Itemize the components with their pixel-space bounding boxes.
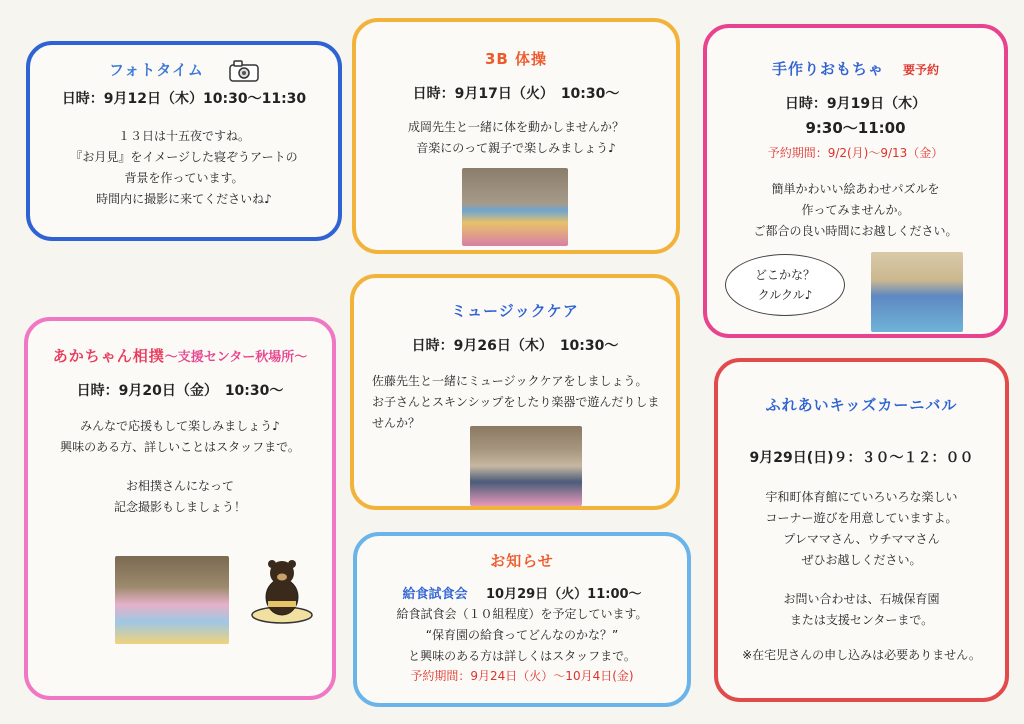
taiso-description	[356, 117, 676, 159]
kids-carnival-card	[714, 358, 1009, 702]
notice-description	[357, 604, 687, 667]
text-line: 簡単かわいい絵あわせパズルを	[771, 182, 940, 196]
handmade-toy-time: 9:30〜11:00	[805, 119, 906, 137]
text-line: ぜひお越しください。	[801, 553, 922, 567]
sumo-photo	[115, 556, 229, 644]
music-care-datetime: 日時：9月26日（木） 10:30〜	[411, 338, 619, 354]
kids-carnival-description	[718, 487, 1005, 571]
kids-carnival-footnote: ※在宅児さんの申し込みは必要ありません。	[742, 648, 981, 662]
text-line: お問い合わせは、石城保育園	[783, 592, 940, 606]
text-line: せんか？	[372, 416, 421, 430]
photo-time-description	[30, 126, 338, 210]
handmade-toy-heading	[707, 58, 1004, 79]
photo-time-card	[26, 41, 342, 241]
taiso-card	[352, 18, 680, 254]
kids-carnival-datetime: 9月29日(日)９：３０〜１２：００	[749, 450, 974, 466]
text-line: 記念撮影もしましょう！	[113, 500, 246, 514]
text-line: コーナー遊びを用意していますよ。	[765, 511, 958, 525]
taiso-title: 3B 体操	[484, 50, 548, 68]
notice-card	[353, 532, 691, 707]
text-line: “保育園の給食ってどんなのかな？”	[425, 628, 619, 642]
text-line: お相撲さんになって	[125, 479, 234, 493]
text-line: 佐藤先生と一緒にミュージックケアをしましょう。	[372, 374, 648, 388]
baby-sumo-description	[28, 416, 332, 458]
text-line: または支援センターまで。	[789, 613, 934, 627]
camera-icon	[229, 60, 259, 82]
bubble-line: どこかな？	[754, 268, 815, 282]
music-care-title: ミュージックケア	[451, 302, 579, 320]
sumo-bear-illustration	[250, 555, 314, 625]
photo-time-heading	[30, 59, 338, 82]
kids-carnival-contact	[718, 589, 1005, 631]
text-line: お子さんとスキンシップをしたり楽器で遊んだりしま	[372, 395, 660, 409]
notice-period: 予約期間：9月24日（火）〜10月4日(金)	[410, 669, 634, 683]
child-playing-photo	[871, 252, 963, 332]
handmade-toy-date: 日時：9月19日（木）	[784, 96, 927, 112]
text-line: 背景を作っています。	[124, 170, 244, 185]
baby-sumo-card	[24, 317, 336, 700]
text-line: 興味のある方、詳しいことはスタッフまで。	[60, 440, 300, 454]
music-care-photo	[470, 426, 582, 506]
baby-sumo-title: あかちゃん相撲	[52, 347, 165, 365]
baby-sumo-photo-note	[28, 476, 332, 518]
text-line: ご都合の良い時間にお越しください。	[753, 224, 958, 238]
notice-event-line	[357, 583, 687, 602]
text-line: 時間内に撮影に来てくださいね♪	[96, 191, 272, 206]
text-line: 音楽にのって親子で楽しみましょう♪	[416, 141, 616, 155]
photo-time-title: フォトタイム	[108, 61, 204, 79]
photo-time-datetime: 日時：9月12日（木）10:30〜11:30	[61, 90, 307, 107]
taiso-datetime: 日時：9月17日（火） 10:30〜	[412, 86, 620, 102]
baby-sumo-subtitle: 〜支援センター秋場所〜	[164, 350, 308, 365]
bubble-line: クルクル♪	[757, 288, 813, 302]
text-line: 宇和町体育館にていろいろな楽しい	[765, 490, 958, 504]
music-care-description	[354, 371, 676, 434]
text-line: と興味のある方は詳しくはスタッフまで。	[408, 649, 636, 663]
speech-bubble	[725, 254, 845, 316]
text-line: 給食試食会（１０組程度）を予定しています。	[396, 607, 648, 621]
handmade-toy-period: 予約期間：9/2(月)〜9/13（金）	[767, 146, 944, 160]
handmade-toy-description	[707, 179, 1004, 242]
exercise-photo	[462, 168, 568, 246]
baby-sumo-datetime: 日時：9月20日（金） 10:30〜	[76, 383, 284, 399]
text-line: 作ってみませんか。	[801, 203, 910, 217]
music-care-card	[350, 274, 680, 510]
notice-datetime: 10月29日（火）11:00〜	[485, 587, 642, 602]
reservation-required-badge: 要予約	[903, 63, 940, 77]
text-line: みんなで応援もして楽しみましょう♪	[80, 419, 280, 433]
notice-title: お知らせ	[490, 552, 554, 570]
handmade-toy-title: 手作りおもちゃ	[771, 60, 884, 78]
baby-sumo-heading	[28, 345, 332, 366]
text-line: 成岡先生と一緒に体を動かしませんか？	[407, 120, 624, 134]
handmade-toy-card	[703, 24, 1008, 338]
notice-event-name: 給食試食会	[402, 587, 468, 602]
kids-carnival-title: ふれあいキッズカーニバル	[765, 396, 958, 414]
text-line: プレママさん、ウチママさん	[783, 532, 940, 546]
text-line: １３日は十五夜ですね。	[117, 128, 250, 143]
text-line: 『お月見』をイメージした寝ぞうアートの	[70, 149, 298, 164]
